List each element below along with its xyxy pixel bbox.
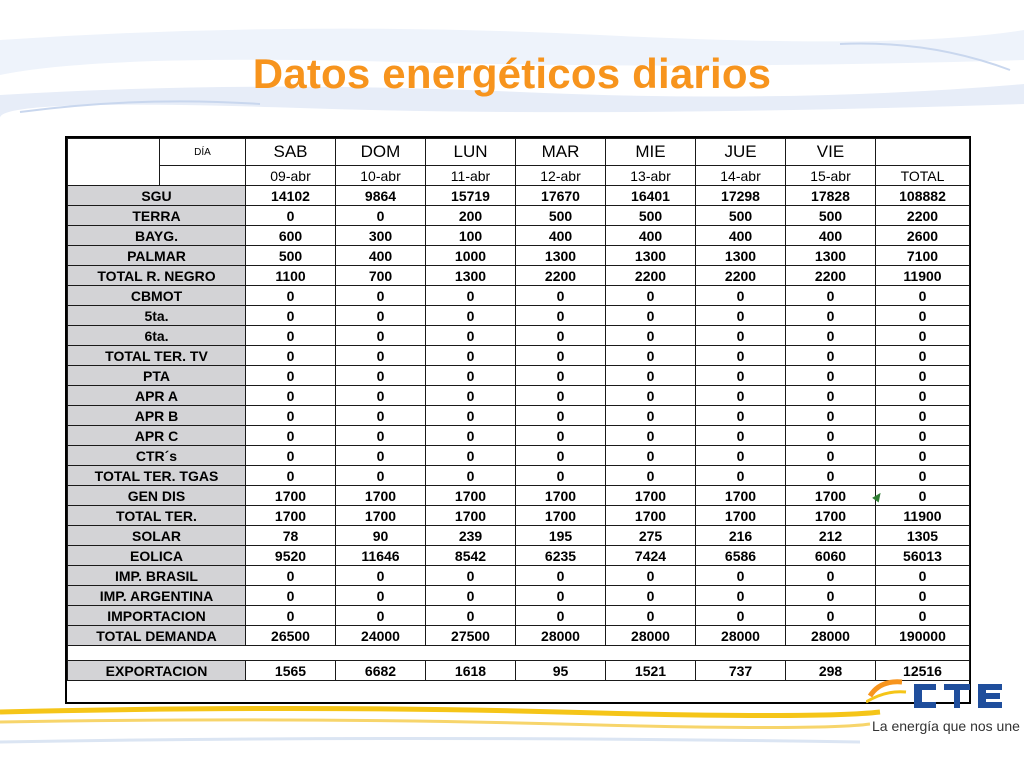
value-cell: 0 [426, 426, 516, 446]
value-cell: 8542 [426, 546, 516, 566]
value-cell: 1700 [606, 486, 696, 506]
value-cell: 1300 [516, 246, 606, 266]
table-row [68, 546, 970, 566]
date-header: 11-abr [426, 166, 516, 186]
value-cell: 0 [336, 326, 426, 346]
value-cell: 0 [606, 286, 696, 306]
row-label: TOTAL R. NEGRO [68, 266, 246, 286]
row-label: APR A [68, 386, 246, 406]
row-label: IMP. ARGENTINA [68, 586, 246, 606]
row-total-cell: 0 [876, 426, 970, 446]
row-total-cell: 0 [876, 606, 970, 626]
energy-table [67, 138, 970, 681]
value-cell: 0 [516, 326, 606, 346]
row-total-cell: 108882 [876, 186, 970, 206]
table-row [68, 366, 970, 386]
value-cell: 0 [606, 426, 696, 446]
value-cell: 0 [786, 466, 876, 486]
row-label: GEN DIS [68, 486, 246, 506]
value-cell: 0 [246, 366, 336, 386]
day-header: MIE [606, 139, 696, 166]
table-row [68, 246, 970, 266]
value-cell: 90 [336, 526, 426, 546]
row-label: APR B [68, 406, 246, 426]
table-row [68, 186, 970, 206]
date-header: 09-abr [246, 166, 336, 186]
value-cell: 0 [516, 366, 606, 386]
value-cell: 1700 [786, 486, 876, 506]
value-cell: 1700 [786, 506, 876, 526]
day-header: MAR [516, 139, 606, 166]
value-cell: 0 [246, 606, 336, 626]
table-row [68, 586, 970, 606]
table-row [68, 426, 970, 446]
value-cell: 0 [606, 446, 696, 466]
value-cell: 16401 [606, 186, 696, 206]
value-cell: 0 [336, 606, 426, 626]
row-total-cell: 56013 [876, 546, 970, 566]
value-cell: 0 [246, 386, 336, 406]
value-cell: 1300 [606, 246, 696, 266]
value-cell: 0 [606, 306, 696, 326]
value-cell: 0 [606, 346, 696, 366]
row-total-cell: 0 [876, 386, 970, 406]
value-cell: 400 [516, 226, 606, 246]
logo-slogan: La energía que nos une [872, 718, 1020, 734]
day-header: SAB [246, 139, 336, 166]
row-label: 5ta. [68, 306, 246, 326]
value-cell: 0 [336, 386, 426, 406]
value-cell: 1521 [606, 661, 696, 681]
table-row [68, 566, 970, 586]
row-label: TERRA [68, 206, 246, 226]
value-cell: 500 [246, 246, 336, 266]
value-cell: 216 [696, 526, 786, 546]
table-row-exportacion [68, 661, 970, 681]
day-header: DOM [336, 139, 426, 166]
value-cell: 0 [606, 566, 696, 586]
value-cell: 0 [426, 466, 516, 486]
value-cell: 0 [426, 326, 516, 346]
value-cell: 0 [336, 406, 426, 426]
value-cell: 0 [786, 586, 876, 606]
value-cell: 0 [786, 566, 876, 586]
day-header: LUN [426, 139, 516, 166]
value-cell: 0 [696, 406, 786, 426]
cte-logo [866, 676, 1016, 716]
row-label: IMP. BRASIL [68, 566, 246, 586]
value-cell: 275 [606, 526, 696, 546]
value-cell: 0 [516, 406, 606, 426]
value-cell: 1618 [426, 661, 516, 681]
value-cell: 0 [606, 386, 696, 406]
value-cell: 0 [336, 346, 426, 366]
value-cell: 7424 [606, 546, 696, 566]
row-total-cell: 0 [876, 446, 970, 466]
value-cell: 27500 [426, 626, 516, 646]
table-row [68, 506, 970, 526]
row-label: CTR´s [68, 446, 246, 466]
value-cell: 0 [786, 606, 876, 626]
value-cell: 239 [426, 526, 516, 546]
value-cell: 0 [606, 326, 696, 346]
value-cell: 0 [786, 366, 876, 386]
row-total-cell: 0 [876, 326, 970, 346]
value-cell: 0 [786, 426, 876, 446]
row-total-cell: 7100 [876, 246, 970, 266]
table-row [68, 606, 970, 626]
value-cell: 28000 [786, 626, 876, 646]
value-cell: 0 [786, 406, 876, 426]
table-row [68, 386, 970, 406]
value-cell: 0 [696, 366, 786, 386]
value-cell: 17298 [696, 186, 786, 206]
row-total-cell: 11900 [876, 506, 970, 526]
row-total-cell: 0 [876, 306, 970, 326]
value-cell: 400 [336, 246, 426, 266]
value-cell: 0 [516, 286, 606, 306]
value-cell: 0 [516, 386, 606, 406]
value-cell: 1700 [426, 506, 516, 526]
value-cell: 0 [516, 306, 606, 326]
value-cell: 0 [786, 286, 876, 306]
value-cell: 212 [786, 526, 876, 546]
row-total-cell: 0 [876, 286, 970, 306]
value-cell: 0 [696, 466, 786, 486]
table-row [68, 486, 970, 506]
row-label: IMPORTACION [68, 606, 246, 626]
value-cell: 0 [516, 466, 606, 486]
value-cell: 0 [336, 446, 426, 466]
value-cell: 14102 [246, 186, 336, 206]
value-cell: 700 [336, 266, 426, 286]
value-cell: 400 [696, 226, 786, 246]
value-cell: 17670 [516, 186, 606, 206]
table-row [68, 466, 970, 486]
value-cell: 24000 [336, 626, 426, 646]
value-cell: 0 [696, 606, 786, 626]
value-cell: 0 [426, 306, 516, 326]
value-cell: 0 [426, 406, 516, 426]
value-cell: 0 [246, 286, 336, 306]
value-cell: 1700 [516, 486, 606, 506]
value-cell: 0 [246, 566, 336, 586]
day-header: VIE [786, 139, 876, 166]
value-cell: 0 [696, 426, 786, 446]
value-cell: 95 [516, 661, 606, 681]
value-cell: 1700 [696, 506, 786, 526]
value-cell: 0 [246, 326, 336, 346]
value-cell: 0 [336, 306, 426, 326]
dia-label: DÍA [160, 139, 246, 166]
total-header-blank [876, 139, 970, 166]
value-cell: 0 [246, 586, 336, 606]
value-cell: 0 [246, 206, 336, 226]
table-row [68, 526, 970, 546]
value-cell: 0 [246, 446, 336, 466]
value-cell: 0 [336, 586, 426, 606]
value-cell: 0 [516, 586, 606, 606]
value-cell: 0 [246, 426, 336, 446]
row-label: BAYG. [68, 226, 246, 246]
value-cell: 0 [606, 366, 696, 386]
value-cell: 0 [696, 586, 786, 606]
value-cell: 2200 [786, 266, 876, 286]
row-total-cell: 0 [876, 586, 970, 606]
value-cell: 300 [336, 226, 426, 246]
value-cell: 0 [336, 426, 426, 446]
table-row [68, 326, 970, 346]
value-cell: 0 [786, 306, 876, 326]
value-cell: 0 [696, 566, 786, 586]
value-cell: 0 [606, 406, 696, 426]
row-total-cell: 0 [876, 346, 970, 366]
value-cell: 15719 [426, 186, 516, 206]
value-cell: 0 [696, 286, 786, 306]
value-cell: 1100 [246, 266, 336, 286]
value-cell: 0 [336, 466, 426, 486]
value-cell: 17828 [786, 186, 876, 206]
table-row [68, 446, 970, 466]
value-cell: 0 [246, 346, 336, 366]
value-cell: 195 [516, 526, 606, 546]
value-cell: 1300 [786, 246, 876, 266]
value-cell: 500 [786, 206, 876, 226]
row-total-cell: 0 [876, 486, 970, 506]
value-cell: 1700 [246, 506, 336, 526]
row-label: PALMAR [68, 246, 246, 266]
table-body [68, 186, 970, 646]
table-row [68, 226, 970, 246]
row-label: TOTAL TER. TGAS [68, 466, 246, 486]
row-label: PTA [68, 366, 246, 386]
value-cell: 400 [606, 226, 696, 246]
table-row [68, 286, 970, 306]
value-cell: 1565 [246, 661, 336, 681]
value-cell: 9864 [336, 186, 426, 206]
value-cell: 500 [696, 206, 786, 226]
value-cell: 0 [426, 286, 516, 306]
value-cell: 0 [336, 566, 426, 586]
row-total-cell: 0 [876, 366, 970, 386]
value-cell: 0 [426, 606, 516, 626]
value-cell: 0 [696, 306, 786, 326]
value-cell: 1700 [246, 486, 336, 506]
value-cell: 200 [426, 206, 516, 226]
day-header: JUE [696, 139, 786, 166]
value-cell: 600 [246, 226, 336, 246]
value-cell: 0 [606, 466, 696, 486]
value-cell: 400 [786, 226, 876, 246]
total-header: TOTAL [876, 166, 970, 186]
table-row [68, 206, 970, 226]
value-cell: 0 [426, 566, 516, 586]
value-cell: 6060 [786, 546, 876, 566]
value-cell: 1700 [696, 486, 786, 506]
value-cell: 0 [516, 446, 606, 466]
row-label: TOTAL TER. TV [68, 346, 246, 366]
header-dates-row [68, 166, 970, 186]
value-cell: 2200 [696, 266, 786, 286]
row-total-cell: 12516 [876, 661, 970, 681]
row-total-cell: 0 [876, 406, 970, 426]
value-cell: 0 [606, 606, 696, 626]
table-row [68, 346, 970, 366]
date-header: 10-abr [336, 166, 426, 186]
value-cell: 0 [426, 386, 516, 406]
value-cell: 500 [516, 206, 606, 226]
value-cell: 1700 [516, 506, 606, 526]
row-label: CBMOT [68, 286, 246, 306]
value-cell: 1700 [426, 486, 516, 506]
value-cell: 0 [426, 586, 516, 606]
date-header: 13-abr [606, 166, 696, 186]
value-cell: 1000 [426, 246, 516, 266]
table-row [68, 266, 970, 286]
row-total-cell: 11900 [876, 266, 970, 286]
value-cell: 0 [696, 386, 786, 406]
value-cell: 0 [696, 326, 786, 346]
value-cell: 0 [696, 346, 786, 366]
value-cell: 1300 [696, 246, 786, 266]
value-cell: 1700 [336, 486, 426, 506]
date-header: 12-abr [516, 166, 606, 186]
value-cell: 0 [786, 386, 876, 406]
value-cell: 28000 [696, 626, 786, 646]
header-days-row [68, 139, 970, 166]
value-cell: 0 [786, 326, 876, 346]
value-cell: 0 [516, 426, 606, 446]
value-cell: 0 [336, 286, 426, 306]
row-label: EOLICA [68, 546, 246, 566]
value-cell: 0 [336, 366, 426, 386]
row-total-cell: 0 [876, 566, 970, 586]
row-total-cell: 2600 [876, 226, 970, 246]
row-label: 6ta. [68, 326, 246, 346]
table-row [68, 306, 970, 326]
row-total-cell: 1305 [876, 526, 970, 546]
row-label: TOTAL DEMANDA [68, 626, 246, 646]
spacer-row [68, 646, 970, 661]
value-cell: 0 [516, 606, 606, 626]
value-cell: 100 [426, 226, 516, 246]
table-row [68, 626, 970, 646]
value-cell: 28000 [606, 626, 696, 646]
table-row [68, 406, 970, 426]
dia-blank [160, 166, 246, 186]
value-cell: 298 [786, 661, 876, 681]
value-cell: 1700 [336, 506, 426, 526]
value-cell: 0 [516, 566, 606, 586]
value-cell: 0 [246, 466, 336, 486]
date-header: 14-abr [696, 166, 786, 186]
header-corner [68, 139, 160, 186]
row-total-cell: 190000 [876, 626, 970, 646]
value-cell: 0 [606, 586, 696, 606]
value-cell: 6586 [696, 546, 786, 566]
value-cell: 500 [606, 206, 696, 226]
page-title: Datos energéticos diarios [252, 50, 772, 97]
value-cell: 0 [426, 366, 516, 386]
value-cell: 9520 [246, 546, 336, 566]
value-cell: 26500 [246, 626, 336, 646]
row-label: APR C [68, 426, 246, 446]
value-cell: 0 [696, 446, 786, 466]
value-cell: 0 [786, 346, 876, 366]
value-cell: 0 [786, 446, 876, 466]
value-cell: 0 [516, 346, 606, 366]
value-cell: 2200 [516, 266, 606, 286]
value-cell: 737 [696, 661, 786, 681]
value-cell: 6235 [516, 546, 606, 566]
value-cell: 0 [336, 206, 426, 226]
row-total-cell: 2200 [876, 206, 970, 226]
value-cell: 1700 [606, 506, 696, 526]
row-label: TOTAL TER. [68, 506, 246, 526]
row-total-cell: 0 [876, 466, 970, 486]
value-cell: 1300 [426, 266, 516, 286]
date-header: 15-abr [786, 166, 876, 186]
row-label: SOLAR [68, 526, 246, 546]
value-cell: 78 [246, 526, 336, 546]
row-label: EXPORTACION [68, 661, 246, 681]
value-cell: 28000 [516, 626, 606, 646]
value-cell: 6682 [336, 661, 426, 681]
value-cell: 0 [246, 306, 336, 326]
value-cell: 11646 [336, 546, 426, 566]
value-cell: 0 [426, 446, 516, 466]
value-cell: 2200 [606, 266, 696, 286]
value-cell: 0 [246, 406, 336, 426]
value-cell: 0 [426, 346, 516, 366]
row-label: SGU [68, 186, 246, 206]
